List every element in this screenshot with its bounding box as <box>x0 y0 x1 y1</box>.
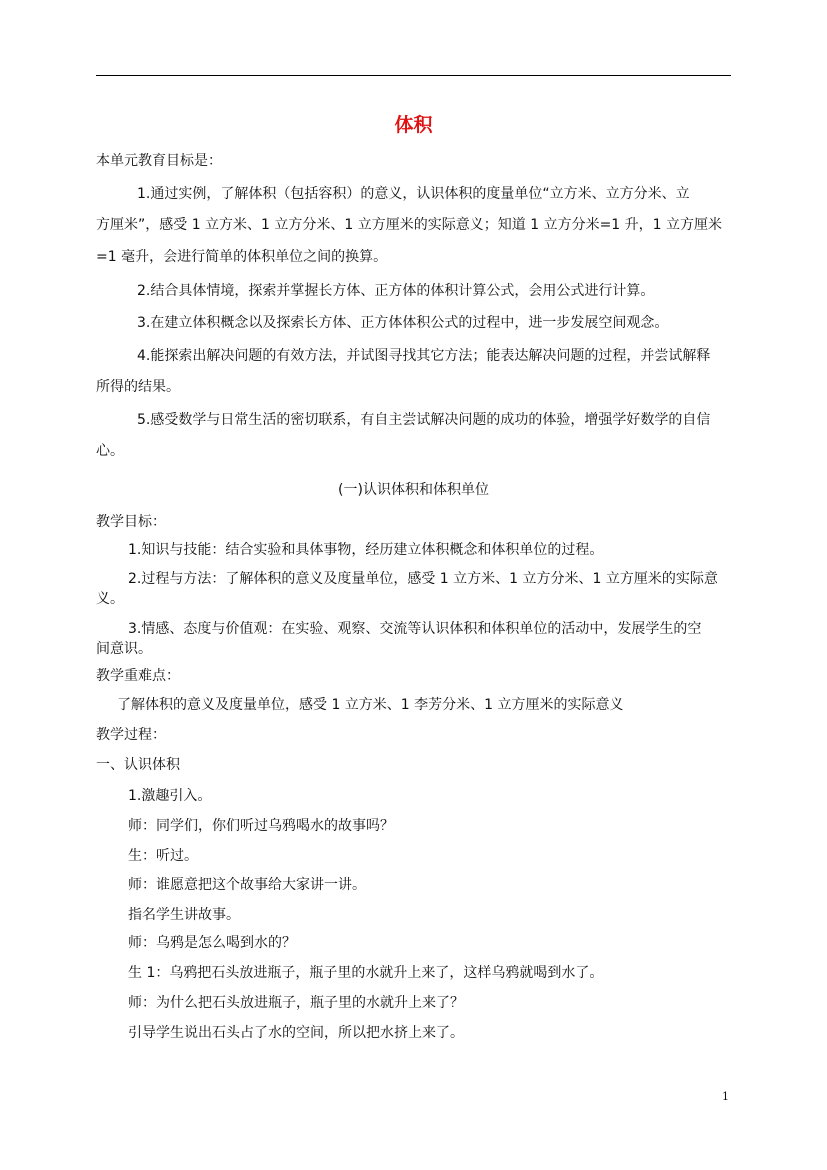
document-title: 体积 <box>394 114 433 136</box>
goal-1-line-1: 1.通过实例，了解体积（包括容积）的意义，认识体积的度量单位“立方米、立方分米、立 <box>137 186 690 202</box>
step-line: 师：为什么把石头放进瓶子，瓶子里的水就升上来了？ <box>128 995 464 1011</box>
goal-5-line-2: 心。 <box>96 443 124 459</box>
keypoints-heading: 教学重难点： <box>96 668 180 684</box>
step-line: 师：谁愿意把这个故事给大家讲一讲。 <box>128 877 366 893</box>
step-line: 师：乌鸦是怎么喝到水的？ <box>128 935 296 951</box>
goal-1-line-2: 方厘米”，感受 1 立方米、1 立方分米、1 立方厘米的实际意义；知道 1 立方分米=1 升，1 立方厘米 <box>96 217 723 233</box>
step-line: 1.激趣引入。 <box>128 788 212 804</box>
objective-2-line-2: 义。 <box>96 591 124 607</box>
page-number: 1 <box>722 1090 729 1103</box>
objective-3-line-2: 间意识。 <box>96 641 152 657</box>
goal-3: 3.在建立体积概念以及探索长方体、正方体体积公式的过程中，进一步发展空间观念。 <box>137 315 669 331</box>
objective-1: 1.知识与技能：结合实验和具体事物，经历建立体积概念和体积单位的过程。 <box>128 542 604 558</box>
objectives-heading: 教学目标： <box>96 514 166 530</box>
objective-3-line-1: 3.情感、态度与价值观：在实验、观察、交流等认识体积和体积单位的活动中，发展学生的空 <box>128 621 702 637</box>
keypoints-text: 了解体积的意义及度量单位，感受 1 立方米、1 李芳分米、1 立方厘米的实际意义 <box>117 697 624 713</box>
goal-2: 2.结合具体情境，探索并掌握长方体、正方体的体积计算公式，会用公式进行计算。 <box>137 283 655 299</box>
step-line: 师：同学们，你们听过乌鸦喝水的故事吗？ <box>128 818 394 834</box>
part-1-heading: 一、认识体积 <box>96 757 180 773</box>
process-heading: 教学过程： <box>96 727 166 743</box>
goal-4-line-2: 所得的结果。 <box>96 379 180 395</box>
step-line: 指名学生讲故事。 <box>128 907 240 923</box>
goal-1-line-3: =1 毫升，会进行简单的体积单位之间的换算。 <box>96 249 388 265</box>
section-title: (一)认识体积和体积单位 <box>338 482 489 498</box>
objective-2-line-1: 2.过程与方法：了解体积的意义及度量单位，感受 1 立方米、1 立方分米、1 立方厘米的实际意 <box>128 571 718 587</box>
goal-4-line-1: 4.能探索出解决问题的有效方法，并试图寻找其它方法；能表达解决问题的过程，并尝试解释 <box>137 348 711 364</box>
goal-5-line-1: 5.感受数学与日常生活的密切联系，有自主尝试解决问题的成功的体验，增强学好数学的自信 <box>137 412 711 428</box>
step-line: 生 1：乌鸦把石头放进瓶子，瓶子里的水就升上来了，这样乌鸦就喝到水了。 <box>128 965 604 981</box>
header-rule <box>96 75 731 76</box>
step-line: 引导学生说出石头占了水的空间，所以把水挤上来了。 <box>128 1025 464 1041</box>
step-line: 生：听过。 <box>128 848 198 864</box>
intro-heading: 本单元教育目标是： <box>96 153 222 169</box>
